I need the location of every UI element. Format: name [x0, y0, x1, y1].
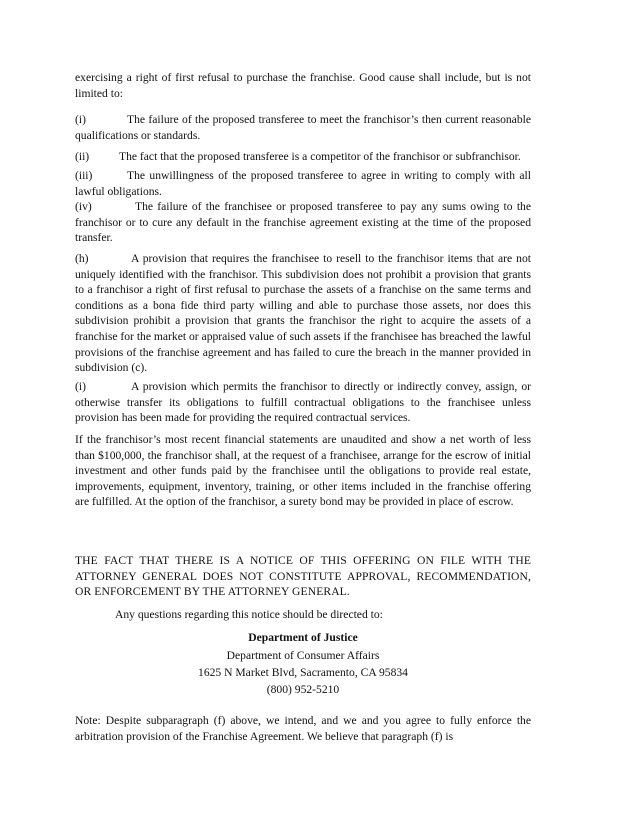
address-org: Department of Justice	[248, 631, 358, 644]
clause-label: (ii)	[75, 150, 90, 163]
clause-text: A provision which permits the franchisor to directly or indirectly convey, assign, or otherwise transfer its obligations to fulfill contractual obligations to the franchisee unless provision has been made for providing the required contractual services.	[75, 380, 531, 425]
address-street: 1625 N Market Blvd, Sacramento, CA 95834	[198, 666, 408, 679]
clause-i-second	[75, 379, 531, 426]
clause-iv	[75, 199, 531, 246]
clause-iii	[75, 168, 531, 199]
address-phone: (800) 952-5210	[266, 683, 340, 696]
address-dept: Department of Consumer Affairs	[226, 649, 380, 662]
clause-label: (i)	[75, 380, 86, 393]
clause-i	[75, 112, 531, 143]
clause-text: The fact that the proposed transferee is a competitor of the franchisor or subfranchisor.	[119, 150, 521, 163]
clause-text: The unwillingness of the proposed transferee to agree in writing to comply with all lawful obligations.	[75, 169, 531, 198]
attorney-general-notice: THE FACT THAT THERE IS A NOTICE OF THIS OFFERING ON FILE WITH THE ATTORNEY GENERAL DOES NOT CONSTITUTE APPROVAL, RECOMMENDATION, OR ENFORCEMENT BY THE ATTORNEY GENERAL.	[75, 554, 531, 599]
clause-label: (i)	[75, 113, 86, 126]
clause-h	[75, 251, 531, 376]
clause-label: (h)	[75, 252, 89, 265]
escrow-paragraph: If the franchisor’s most recent financial statements are unaudited and show a net worth of less than $100,000, the franchisor shall, at the request of a franchisee, arrange for the escrow of initial investment and other funds paid by the franchisee until the obligations to provide real estate, improvements, equipment, inventory, training, or other items included in the franchise offering are fulfilled. At the option of the franchisor, a surety bond may be provided in place of escrow.	[75, 433, 531, 509]
clause-text: The failure of the franchisee or proposed transferee to pay any sums owing to the franchisor or to cure any default in the franchise agreement existing at the time of the proposed transfer.	[75, 200, 531, 245]
clause-ii	[75, 149, 531, 165]
clause-text: The failure of the proposed transferee to meet the franchisor’s then current reasonable qualifications or standards.	[75, 113, 531, 142]
clause-text: A provision that requires the franchisee to resell to the franchisor items that are not uniquely identified with the franchisor. This subdivision does not prohibit a provision that grants to a franchisor a right of first refusal to purchase the assets of a franchise on the same terms and conditions as a bona fide third party willing and able to purchase those assets, nor does this subdivision prohibit a provision that grants the franchisor the right to acquire the assets of a franchise for the market or appraised value of such assets if the franchisee has breached the lawful provisions of the franchise agreement and has failed to cure the breach in the manner provided in subdivision (c).	[75, 252, 531, 375]
note-paragraph: Note: Despite subparagraph (f) above, we intend, and we and you agree to fully enforce the arbitration provision of the Franchise Agreement. We believe that paragraph (f) is	[75, 714, 531, 743]
intro-paragraph: exercising a right of first refusal to purchase the franchise. Good cause shall include, but is not limited to:	[75, 71, 531, 100]
clause-label: (iii)	[75, 169, 93, 182]
clause-label: (iv)	[75, 200, 92, 213]
questions-line: Any questions regarding this notice should be directed to:	[115, 608, 383, 621]
